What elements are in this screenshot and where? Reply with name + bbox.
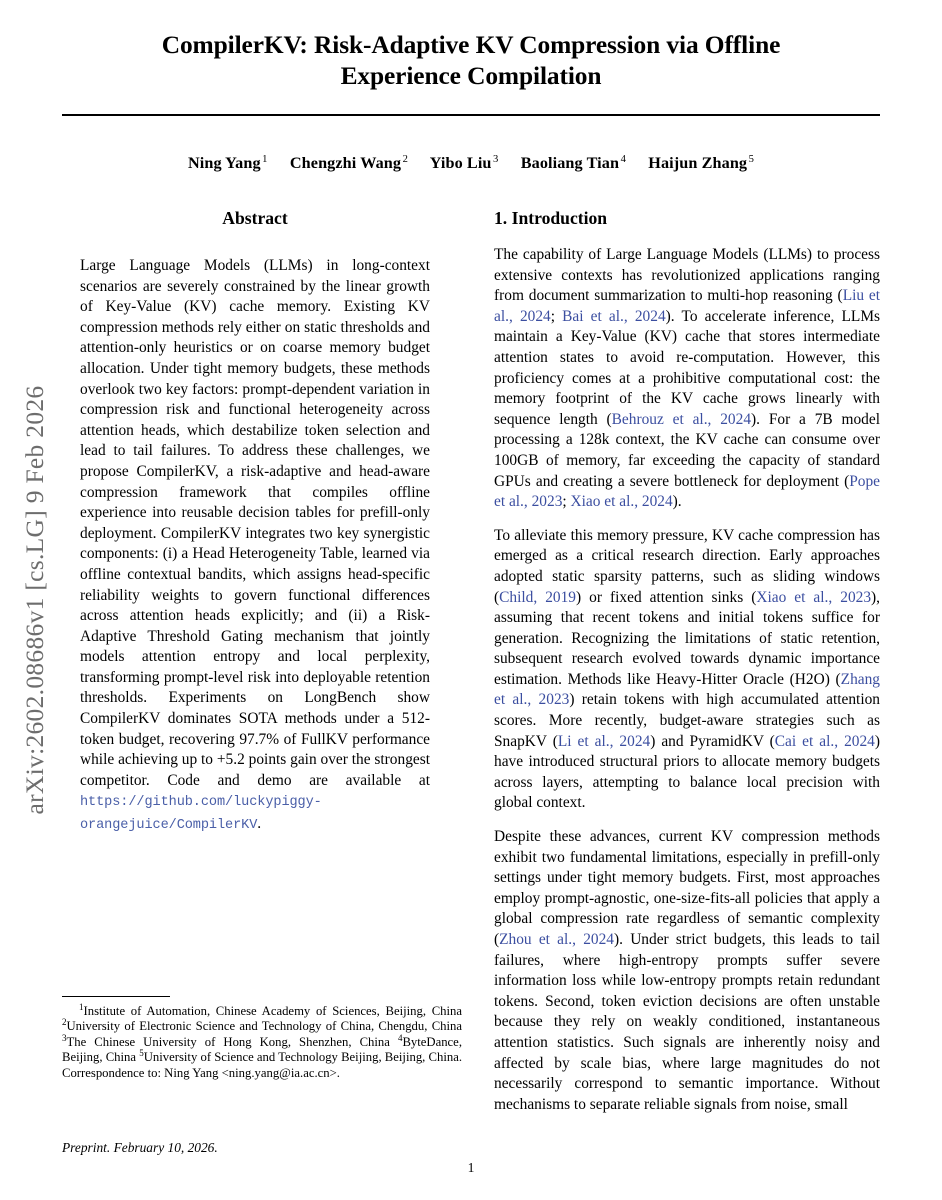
citation-link[interactable]: Xiao et al., 2023 bbox=[756, 588, 872, 606]
intro-paragraph-3 bbox=[494, 827, 880, 1115]
author-name: Chengzhi Wang bbox=[289, 154, 402, 172]
author-affiliation-marker: 3 bbox=[493, 153, 499, 165]
author-entry bbox=[286, 154, 412, 172]
citation-link[interactable]: Zhang et al., 2023 bbox=[494, 670, 880, 709]
paragraph-text: ), assuming that recent tokens and initial tokens suffice for generation. Recognizing the limitations of static retention, subsequent research evolved towards dynamic importance estimation. Methods like Heavy-Hitter Oracle (H2O) ( bbox=[494, 588, 881, 688]
paragraph-text: ) have introduced structural priors to allocate memory budgets across layers, attempting to balance local precision with global context. bbox=[494, 732, 880, 812]
preprint-notice: Preprint. February 10, 2026. bbox=[62, 1140, 218, 1155]
citation-link[interactable]: Zhou et al., 2024 bbox=[499, 931, 614, 948]
author-name: Yibo Liu bbox=[429, 154, 492, 172]
affiliation-marker: 4 bbox=[397, 1032, 403, 1043]
author-entry bbox=[644, 154, 754, 172]
right-column bbox=[494, 208, 880, 1115]
left-column bbox=[62, 208, 448, 837]
affiliation-text: University of Electronic Science and Technology of China, Chengdu, China bbox=[66, 1019, 462, 1034]
affiliation-marker: 3 bbox=[62, 1032, 67, 1043]
citation-link[interactable]: Liu et al., 2024 bbox=[494, 287, 881, 325]
author-affiliation-marker: 1 bbox=[262, 153, 268, 165]
paper-page bbox=[62, 0, 880, 1200]
affiliation-text: Institute of Automation, Chinese Academy of Sciences, Beijing, China bbox=[83, 1004, 462, 1018]
author-affiliation-marker: 4 bbox=[620, 153, 626, 165]
author-entry bbox=[426, 154, 502, 172]
paragraph-text: ) and PyramidKV ( bbox=[650, 732, 775, 750]
author-entry bbox=[188, 154, 272, 172]
footnote-indent bbox=[62, 1004, 79, 1018]
page-number: 1 bbox=[467, 1160, 475, 1175]
abstract-paragraph bbox=[80, 256, 430, 837]
footnote-divider-rule bbox=[62, 996, 170, 997]
author-name: Ning Yang bbox=[187, 154, 261, 172]
author-name: Haijun Zhang bbox=[648, 154, 748, 172]
citation-link[interactable]: Cai et al., 2024 bbox=[774, 732, 875, 750]
paragraph-text: ). bbox=[672, 493, 682, 511]
repository-url-link[interactable]: https://github.com/luckypiggy-orangejuice/CompilerKV bbox=[80, 795, 322, 834]
affiliation-marker: 5 bbox=[139, 1047, 144, 1058]
citation-link[interactable]: Behrouz et al., 2024 bbox=[611, 410, 752, 428]
paragraph-text: ) or fixed attention sinks ( bbox=[576, 588, 757, 606]
citation-link[interactable]: Bai et al., 2024 bbox=[562, 307, 666, 325]
paragraph-text: ). To accelerate inference, LLMs maintain a Key-Value (KV) cache that stores intermediate attention states to avoid re-computation. However, this proficiency comes at a prohibitive computational cost: the memory footprint of the KV cache grows linearly with sequence length ( bbox=[494, 307, 881, 428]
author-name: Baoliang Tian bbox=[520, 154, 620, 172]
paragraph-text: The capability of Large Language Models (LLMs) to process extensive contexts has revolutionized applications ranging from document summarization to multi-hop reasoning ( bbox=[494, 246, 880, 305]
page-title: CompilerKV: Risk-Adaptive KV Compression via Offline Experience Compilation bbox=[161, 31, 781, 90]
affiliation-text: The Chinese University of Hong Kong, Shenzhen, China bbox=[66, 1034, 398, 1049]
abstract-text: Large Language Models (LLMs) in long-context scenarios are severely constrained by the linear growth of Key-Value (KV) cache memory. Existing KV compression methods rely either on static thresholds and attention-only heuristics or on coarse memory budget allocation. Under tight memory budgets, these methods overlook two key factors: prompt-dependent variation in compression risk and functional heterogeneity across attention heads, which destabilize token selection and lead to tail failures. To address these challenges, we propose CompilerKV, a risk-adaptive and head-aware compression framework that compiles offline experience into reusable decision tables for prefill-only deployment. CompilerKV integrates two key synergistic components: (i) a Head Heterogeneity Table, learned via offline contextual bandits, which assigns head-specific reliability weights to govern functional differences across attention heads explicitly; and (ii) a Risk-Adaptive Threshold Gating mechanism that jointly models attention entropy and local perplexity, transforming prompt-level risk into deployable retention thresholds. Experiments on LongBench show CompilerKV dominates SOTA methods under a 512-token budget, recovering 97.7% of FullKV performance while achieving up to +5.2 points gain over the strongest competitor. Code and demo are available at bbox=[80, 257, 430, 789]
affiliation-marker: 1 bbox=[79, 1001, 84, 1012]
paragraph-text: To alleviate this memory pressure, KV cache compression has emerged as a critical research direction. Early approaches adopted static sparsity patterns, such as sliding windows ( bbox=[494, 526, 880, 606]
abstract-text-tail: . bbox=[257, 815, 262, 833]
citation-link[interactable]: Xiao et al., 2024 bbox=[570, 493, 673, 511]
author-affiliation-marker: 5 bbox=[748, 153, 755, 165]
affiliation-text: University of Science and Technology Beijing, Beijing, China. Correspondence to: Ning Yang <ning.yang@ia.ac.cn>. bbox=[62, 1050, 463, 1080]
footnote-block bbox=[62, 996, 462, 1081]
citation-separator: ; bbox=[562, 493, 571, 511]
citation-link[interactable]: Pope et al., 2023 bbox=[494, 472, 880, 511]
paragraph-text: ). Under strict budgets, this leads to tail failures, where high-entropy prompts suffer severe information loss while low-entropy prompts retain redundant tokens. Second, token eviction decisions are often unstable because they rely on weakly conditioned, instantaneous attention statistics. Such signals are inherently noisy and affected by scale bias, where large magnitudes do not necessarily correspond to semantic importance. Without mechanisms to separate reliable signals from noise, small bbox=[494, 931, 880, 1113]
affiliation-marker: 2 bbox=[62, 1017, 67, 1028]
abstract-heading: Abstract bbox=[222, 208, 288, 228]
citation-link[interactable]: Li et al., 2024 bbox=[557, 732, 651, 750]
citation-link[interactable]: Child, 2019 bbox=[499, 588, 577, 606]
intro-paragraph-1 bbox=[494, 245, 880, 513]
affiliations-footnote bbox=[62, 1001, 463, 1081]
affiliation-text: ByteDance, Beijing, China bbox=[62, 1034, 462, 1065]
arxiv-stamp: arXiv:2602.08686v1 [cs.LG] 9 Feb 2026 bbox=[20, 385, 49, 815]
title-divider-rule bbox=[62, 114, 880, 116]
abstract-body bbox=[80, 256, 430, 837]
paragraph-text: ) retain tokens with high accumulated attention scores. More recently, budget-aware strategies such as SnapKV ( bbox=[494, 691, 880, 750]
citation-separator: ; bbox=[550, 307, 563, 325]
author-affiliation-marker: 2 bbox=[402, 153, 408, 165]
paragraph-text: Despite these advances, current KV compression methods exhibit two fundamental limitations, especially in prefill-only settings under tight memory budgets. First, most approaches employ prompt-agnostic, one-size-fits-all policies that apply a global compression rate regardless of semantic complexity ( bbox=[494, 828, 880, 948]
introduction-heading: 1. Introduction bbox=[494, 208, 608, 228]
paragraph-text: ). For a 7B model processing a 128k context, the KV cache can consume over 100GB of memory, far exceeding the capacity of standard GPUs and creating a severe bottleneck for deployment ( bbox=[494, 410, 880, 490]
author-entry bbox=[517, 154, 631, 172]
author-list bbox=[62, 154, 880, 173]
intro-paragraph-2 bbox=[494, 526, 880, 814]
